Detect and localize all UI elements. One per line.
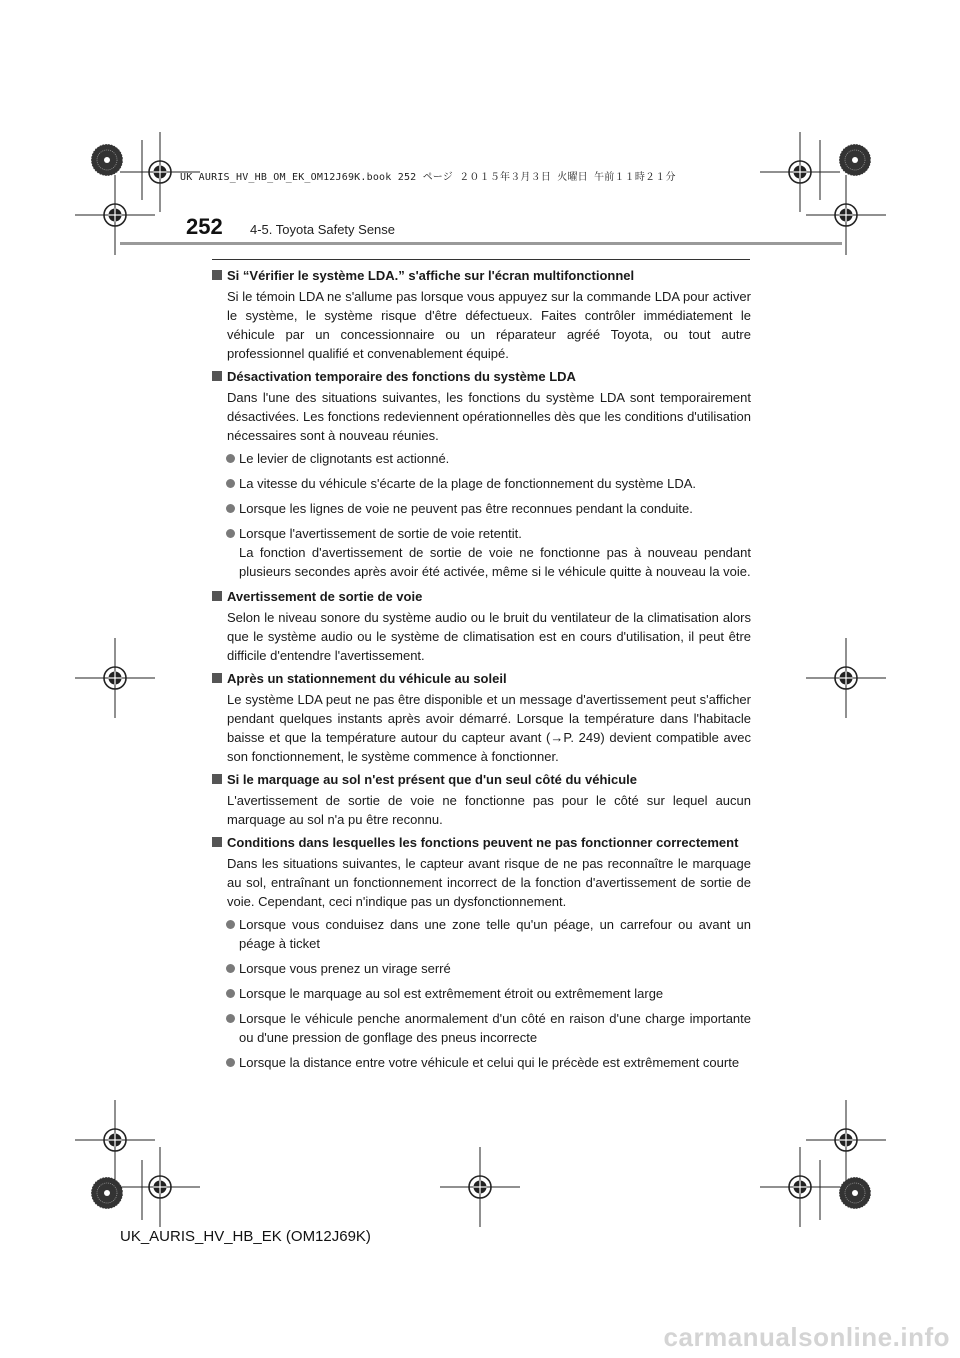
color-target-bottom-left <box>91 1177 123 1209</box>
section-heading: Après un stationnement du véhicule au soleil <box>211 669 751 688</box>
circle-bullet-icon <box>226 1014 235 1023</box>
circle-bullet-icon <box>226 964 235 973</box>
registration-mark <box>760 1147 840 1227</box>
section-heading: Désactivation temporaire des fonctions du système LDA <box>211 367 751 386</box>
color-target-bottom-right <box>839 1177 871 1209</box>
registration-mark <box>806 638 886 718</box>
list-item: Lorsque l'avertissement de sortie de voie retentit. La fonction d'avertissement de sortie de voie ne fonctionne pas à nouveau pendant plusieurs secondes après avoir été activée, même si le véhicule quitte à nouveau la voie. <box>211 524 751 581</box>
section-lda-check-message <box>211 266 751 363</box>
registration-mark <box>75 1100 155 1180</box>
circle-bullet-icon <box>226 504 235 513</box>
registration-mark <box>806 1100 886 1180</box>
registration-mark <box>760 132 840 212</box>
square-bullet-icon <box>212 837 222 847</box>
circle-bullet-icon <box>226 529 235 538</box>
section-heading: Si le marquage au sol n'est présent que d'un seul côté du véhicule <box>211 770 751 789</box>
list-item: La vitesse du véhicule s'écarte de la plage de fonctionnement du système LDA. <box>211 474 751 493</box>
square-bullet-icon <box>212 270 222 280</box>
list-item: Lorsque les lignes de voie ne peuvent pas être reconnues pendant la conduite. <box>211 499 751 518</box>
book-file-info: UK AURIS_HV_HB_OM_EK_OM12J69K.book 252 ページ ２０１５年３月３日 火曜日 午前１１時２１分 <box>180 172 676 183</box>
registration-mark <box>120 1147 200 1227</box>
circle-bullet-icon <box>226 1058 235 1067</box>
section-paragraph: Si le témoin LDA ne s'allume pas lorsque vous appuyez sur la commande LDA pour activer le système, le système risque d'être défectueux. Faites contrôler immédiatement le véhicule par un concessionnaire ou un réparateur agréé Toyota, ou tout autre professionnel qualifié et convenablement équipé. <box>227 289 751 361</box>
color-target-top-left <box>91 144 123 176</box>
section-malfunction-conditions <box>211 833 751 1072</box>
list-item: Le levier de clignotants est actionné. <box>211 449 751 468</box>
registration-mark <box>440 1147 520 1227</box>
list-item: Lorsque vous conduisez dans une zone telle qu'un péage, un carrefour ou avant un péage à ticket <box>211 915 751 953</box>
circle-bullet-icon <box>226 989 235 998</box>
section-title: 4-5. Toyota Safety Sense <box>250 222 396 237</box>
page-content <box>211 266 751 1078</box>
section-parked-in-sun <box>211 669 751 766</box>
list-item: Lorsque la distance entre votre véhicule et celui qui le précède est extrêmement courte <box>211 1053 751 1072</box>
section-paragraph: Le système LDA peut ne pas être disponible et un message d'avertissement peut s'afficher pendant quelques instants après avoir démarré. Lorsque la température dans l'habitacle baisse et que la température autour du capteur avant (→P. 249) devient compatible avec son fonctionnement, le système commence à fonctionner. <box>227 692 751 764</box>
circle-bullet-icon <box>226 454 235 463</box>
document-code: UK_AURIS_HV_HB_EK (OM12J69K) <box>120 1228 371 1245</box>
circle-bullet-icon <box>226 920 235 929</box>
section-heading: Si “Vérifier le système LDA.” s'affiche sur l'écran multifonctionnel <box>211 266 751 285</box>
section-paragraph: Dans l'une des situations suivantes, les fonctions du système LDA sont temporairement désactivées. Les fonctions redeviennent opérationnelles dès que les conditions d'utilisation nécessaires sont à nouveau réunies. <box>227 390 751 443</box>
list-item-note: La fonction d'avertissement de sortie de voie ne fonctionne pas à nouveau pendant plusieurs secondes après avoir été activée, même si le véhicule quitte à nouveau la voie. <box>239 545 751 579</box>
page-number: 252 <box>186 214 223 239</box>
list-item: Lorsque le marquage au sol est extrêmement étroit ou extrêmement large <box>211 984 751 1003</box>
square-bullet-icon <box>212 673 222 683</box>
header-rule <box>120 242 842 245</box>
section-paragraph: Selon le niveau sonore du système audio ou le bruit du ventilateur de la climatisation alors que le système audio ou le système de climatisation est en cours d'utilisation, il peut être difficile d'entendre l'avertissement. <box>227 610 751 663</box>
square-bullet-icon <box>212 591 222 601</box>
section-paragraph: Dans les situations suivantes, le capteur avant risque de ne pas reconnaître le marquage au sol, entraînant un fonctionnement incorrect de la fonction d'avertissement de sortie de voie. Cependant, ceci n'indique pas un dysfonctionnement. <box>227 856 751 909</box>
content-rule <box>212 259 750 260</box>
section-heading: Conditions dans lesquelles les fonctions peuvent ne pas fonctionner correctement <box>211 833 751 852</box>
section-single-side-marking <box>211 770 751 829</box>
section-temporary-deactivation <box>211 367 751 581</box>
section-paragraph: L'avertissement de sortie de voie ne fonctionne pas pour le côté sur lequel aucun marquage au sol n'a pu être reconnu. <box>227 793 751 827</box>
watermark: carmanualsonline.info <box>663 1322 950 1352</box>
square-bullet-icon <box>212 774 222 784</box>
square-bullet-icon <box>212 371 222 381</box>
registration-mark <box>75 638 155 718</box>
section-lane-departure-warning <box>211 587 751 665</box>
list-item: Lorsque vous prenez un virage serré <box>211 959 751 978</box>
list-item: Lorsque le véhicule penche anormalement d'un côté en raison d'une charge importante ou d'une pression de gonflage des pneus incorrecte <box>211 1009 751 1047</box>
circle-bullet-icon <box>226 479 235 488</box>
section-heading: Avertissement de sortie de voie <box>211 587 751 606</box>
color-target-top-right <box>839 144 871 176</box>
